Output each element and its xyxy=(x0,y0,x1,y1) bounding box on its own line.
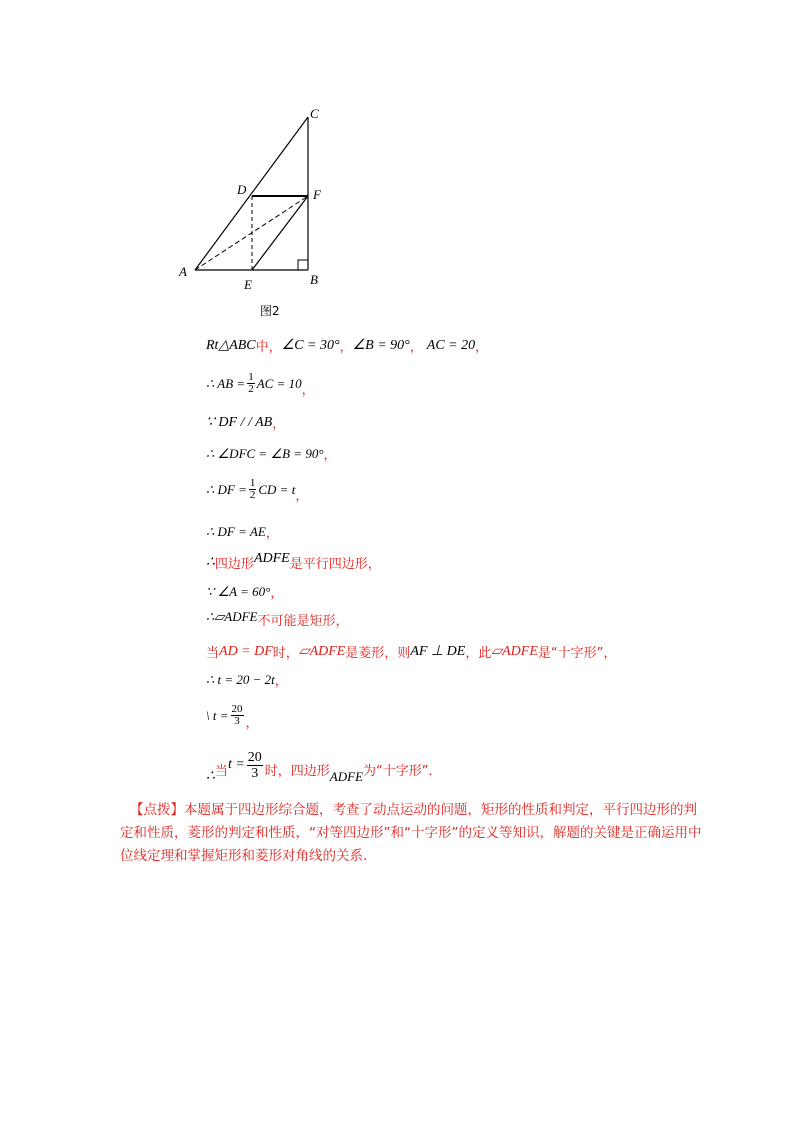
math: ∴ xyxy=(206,555,215,570)
numerator: 20 xyxy=(231,703,243,715)
math: ∴ xyxy=(206,768,215,784)
math: AC = 10 xyxy=(256,375,302,391)
line-9 xyxy=(206,610,349,629)
label-e: E xyxy=(244,277,252,292)
numerator: 20 xyxy=(247,749,262,765)
line-7 xyxy=(206,550,381,572)
text: 是“十字形”， xyxy=(537,646,617,661)
math: ADFE xyxy=(329,769,364,784)
denominator: 3 xyxy=(251,765,259,781)
math: t = xyxy=(227,757,245,772)
numerator: 1 xyxy=(248,371,254,383)
text: 当 xyxy=(214,763,228,779)
comma: ， xyxy=(323,448,337,463)
math: ∴ DF = AE xyxy=(206,523,266,539)
text: 不可能是矩形， xyxy=(257,614,349,629)
math: AD = DF xyxy=(219,643,273,659)
segment-af-dashed xyxy=(195,196,308,270)
comma: ， xyxy=(270,586,284,601)
comma: ， xyxy=(301,383,315,398)
text: 时， xyxy=(272,646,299,661)
line-3 xyxy=(206,413,285,432)
math: ∴ DF = xyxy=(206,481,247,497)
line-5 xyxy=(206,475,308,504)
math: ∴ AB = xyxy=(206,375,246,391)
line-6 xyxy=(206,522,279,541)
math: ▱ADFE xyxy=(491,644,538,659)
label-f: F xyxy=(313,187,321,202)
math: ∠B = 90° xyxy=(352,338,410,353)
math: ∴▱ADFE xyxy=(206,608,258,624)
math: AF ⊥ DE xyxy=(410,644,466,659)
comma: ， xyxy=(475,340,489,355)
math: ∴ ∠DFC = ∠B = 90° xyxy=(206,445,324,461)
line-1 xyxy=(206,336,488,355)
fraction xyxy=(249,478,257,501)
numerator: 1 xyxy=(249,477,256,489)
geometry-figure xyxy=(170,100,340,325)
comma: ， xyxy=(272,417,286,432)
comma: ， xyxy=(295,489,309,504)
math: ▱ADFE xyxy=(298,644,346,659)
fraction xyxy=(247,750,263,781)
text: ，此 xyxy=(465,646,492,661)
text: 为“十字形”． xyxy=(363,763,442,779)
label-d: D xyxy=(237,182,247,197)
text: 是平行四边形， xyxy=(289,557,381,572)
line-4 xyxy=(206,444,337,463)
text: 是菱形，则 xyxy=(345,646,411,661)
line-8 xyxy=(206,582,283,601)
comma: ， xyxy=(265,526,279,541)
comma: ， xyxy=(245,716,259,731)
fraction xyxy=(247,372,255,395)
math: ∵ DF / / AB xyxy=(206,415,273,430)
line-13 xyxy=(206,745,442,785)
text: 时，四边形 xyxy=(264,763,330,779)
text: 四边形 xyxy=(214,557,254,572)
math: AC = 20 xyxy=(426,337,476,353)
line-10 xyxy=(206,642,616,661)
math: ∠C = 30° xyxy=(281,338,340,353)
label-c: C xyxy=(310,106,319,121)
line-2 xyxy=(206,369,315,398)
math: ∵ ∠A = 60° xyxy=(206,583,271,599)
fraction xyxy=(231,704,244,727)
math: CD = t xyxy=(258,481,296,497)
text: 当 xyxy=(206,646,220,661)
denominator: 2 xyxy=(249,489,256,501)
text: 中， xyxy=(255,340,282,355)
math: ADFE xyxy=(253,550,290,566)
line-12 xyxy=(206,700,259,731)
math: Rt△ABC xyxy=(206,338,256,353)
right-angle-mark xyxy=(298,260,308,270)
label-a: A xyxy=(179,264,187,279)
denominator: 3 xyxy=(234,715,240,727)
denominator: 2 xyxy=(248,383,254,395)
line-11 xyxy=(206,670,288,689)
comma: ， xyxy=(409,340,423,355)
math: \ t = xyxy=(206,707,229,723)
segment-ef xyxy=(252,196,308,270)
math: ∴ t = 20 − 2t xyxy=(206,671,275,687)
figure-caption: 图2 xyxy=(260,304,280,318)
comma: ， xyxy=(274,674,288,689)
tip-paragraph: 【点拨】本题属于四边形综合题，考查了动点运动的问题，矩形的性质和判定，平行四边形的判定和性质，菱形的判定和性质，“对等四边形”和“十字形”的定义等知识，解题的关键是正确运用中位线定理和掌握矩形和菱形对角线的关系． xyxy=(120,802,702,864)
label-b: B xyxy=(310,272,318,287)
comma: ， xyxy=(339,340,353,355)
